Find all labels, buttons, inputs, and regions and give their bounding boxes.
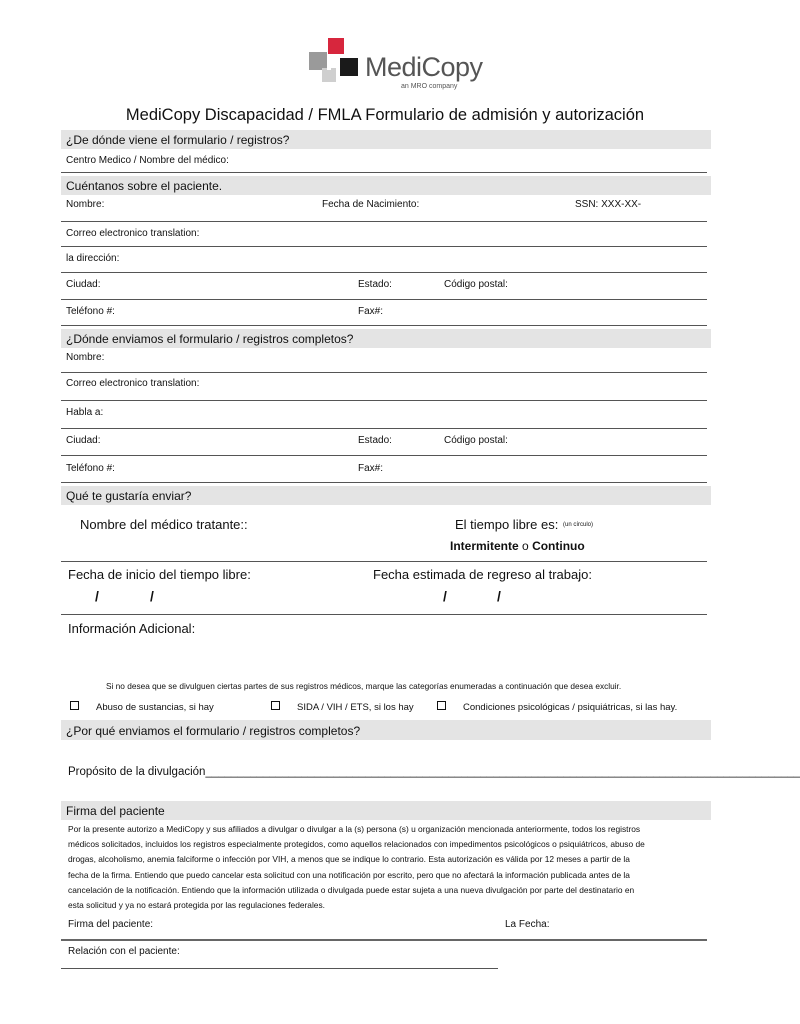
divider bbox=[61, 428, 707, 429]
patient-email-field[interactable]: Correo electronico translation: bbox=[66, 228, 200, 239]
divider bbox=[61, 561, 707, 562]
authorization-line: fecha de la firma. Entiendo que puedo cancelar esta solicitud con una notificación por escrito, pero que no afectará la información publicada antes de la bbox=[68, 869, 630, 880]
divider bbox=[61, 246, 707, 247]
intermittent-option[interactable]: Intermitente bbox=[450, 539, 519, 553]
substance-abuse-label: Abuso de sustancias, si hay bbox=[96, 702, 214, 713]
substance-abuse-checkbox[interactable] bbox=[70, 701, 79, 710]
patient-state-field[interactable]: Estado: bbox=[358, 279, 392, 290]
divider bbox=[61, 400, 707, 401]
patient-phone-field[interactable]: Teléfono #: bbox=[66, 306, 115, 317]
hiv-std-label: SIDA / VIH / ETS, si los hay bbox=[297, 702, 414, 713]
logo-wordmark: MediCopy bbox=[365, 52, 483, 82]
patient-dob-field[interactable]: Fecha de Nacimiento: bbox=[322, 199, 420, 210]
authorization-line: drogas, alcoholismo, anemia falciforme o infección por VIH, a menos que se indique lo contrario. Esta autorización es válida por 12 meses a partir de la bbox=[68, 854, 630, 865]
section-header-send-label: Qué te gustaría enviar? bbox=[66, 489, 192, 503]
recipient-email-field[interactable]: Correo electronico translation: bbox=[66, 378, 200, 389]
disclosure-purpose-field[interactable]: Propósito de la divulgación_____________________________________________________________________________________________ bbox=[68, 766, 800, 778]
start-date-slash-2: / bbox=[150, 588, 154, 604]
authorization-paragraph bbox=[68, 822, 698, 913]
logo-black-square-icon bbox=[340, 58, 358, 76]
divider bbox=[61, 455, 707, 456]
divider bbox=[61, 372, 707, 373]
recipient-attention-field[interactable]: Habla a: bbox=[66, 407, 104, 418]
medical-center-field[interactable]: Centro Medico / Nombre del médico: bbox=[66, 155, 229, 166]
patient-ssn-field[interactable]: SSN: XXX-XX- bbox=[575, 199, 642, 210]
section-header-signature-label: Firma del paciente bbox=[66, 804, 165, 818]
authorization-line: médicos solicitados, incluidos los registros especialmente protegidos, como aquellos relacionados con impedimentos psicológicos o psiquiátricos, abuso de bbox=[68, 839, 645, 850]
patient-fax-field[interactable]: Fax#: bbox=[358, 306, 384, 317]
divider bbox=[61, 299, 707, 300]
relationship-underline bbox=[61, 968, 498, 969]
start-date-label: Fecha de inicio del tiempo libre: bbox=[68, 567, 251, 582]
recipient-fax-field[interactable]: Fax#: bbox=[358, 463, 384, 474]
section-header-why-label: ¿Por qué enviamos el formulario / registros completos? bbox=[66, 724, 361, 738]
relationship-field[interactable]: Relación con el paciente: bbox=[68, 946, 180, 957]
return-date-slash-2: / bbox=[497, 588, 501, 604]
divider bbox=[61, 939, 707, 941]
recipient-phone-field[interactable]: Teléfono #: bbox=[66, 463, 115, 474]
circle-one-note: (un círculo) bbox=[563, 522, 594, 528]
divider bbox=[61, 272, 707, 273]
section-header-destination-label: ¿Dónde enviamos el formulario / registros completos? bbox=[66, 332, 354, 346]
continuous-option[interactable]: Continuo bbox=[532, 539, 585, 553]
logo-white-cross-icon bbox=[327, 56, 331, 70]
logo-tagline: an MRO company bbox=[401, 83, 458, 90]
authorization-line: esta solicitud y ya no estará protegida por las regulaciones federales. bbox=[68, 900, 325, 911]
patient-city-field[interactable]: Ciudad: bbox=[66, 279, 101, 290]
psych-conditions-label: Condiciones psicológicas / psiquiátricas, si las hay. bbox=[463, 702, 678, 713]
signature-date-field[interactable]: La Fecha: bbox=[505, 919, 550, 930]
patient-signature-field[interactable]: Firma del paciente: bbox=[68, 919, 154, 930]
patient-name-field[interactable]: Nombre: bbox=[66, 199, 105, 210]
time-off-choice bbox=[450, 539, 585, 553]
authorization-line: Por la presente autorizo a MediCopy y sus afiliados a divulgar o divulgar a la (s) persona (s) u organización mencionada anteriormente, todos los registros bbox=[68, 824, 641, 834]
time-off-label: El tiempo libre es: bbox=[455, 517, 559, 532]
divider bbox=[61, 172, 707, 173]
recipient-zip-field[interactable]: Código postal: bbox=[444, 435, 508, 446]
recipient-city-field[interactable]: Ciudad: bbox=[66, 435, 101, 446]
patient-address-field[interactable]: la dirección: bbox=[66, 253, 120, 264]
return-date-label: Fecha estimada de regreso al trabajo: bbox=[373, 567, 592, 582]
hiv-std-checkbox[interactable] bbox=[271, 701, 280, 710]
recipient-name-field[interactable]: Nombre: bbox=[66, 352, 105, 363]
return-date-slash-1: / bbox=[443, 588, 447, 604]
additional-info-field[interactable]: Información Adicional: bbox=[68, 621, 196, 636]
authorization-line: cancelación de la notificación. Entiendo que la información utilizada o divulgada puede estar sujeta a una nueva divulgación por parte del destinatario en bbox=[68, 884, 635, 895]
logo-light-square-icon bbox=[322, 68, 336, 82]
divider bbox=[61, 221, 707, 222]
section-header-patient-label: Cuéntanos sobre el paciente. bbox=[66, 179, 223, 193]
divider bbox=[61, 482, 707, 483]
exclusion-notice: Si no desea que se divulguen ciertas partes de sus registros médicos, marque las categorías enumeradas a continuación que desea excluir. bbox=[106, 681, 622, 691]
start-date-slash-1: / bbox=[95, 588, 99, 604]
divider bbox=[61, 325, 707, 326]
patient-zip-field[interactable]: Código postal: bbox=[444, 279, 508, 290]
treating-doctor-field[interactable]: Nombre del médico tratante:: bbox=[80, 517, 248, 532]
form-title: MediCopy Discapacidad / FMLA Formulario de admisión y autorización bbox=[125, 106, 645, 124]
psych-conditions-checkbox[interactable] bbox=[437, 701, 446, 710]
recipient-state-field[interactable]: Estado: bbox=[358, 435, 392, 446]
divider bbox=[61, 614, 707, 615]
section-header-source-label: ¿De dónde viene el formulario / registros? bbox=[66, 133, 290, 147]
logo-red-square-icon bbox=[328, 38, 344, 54]
or-label: o bbox=[522, 539, 529, 553]
